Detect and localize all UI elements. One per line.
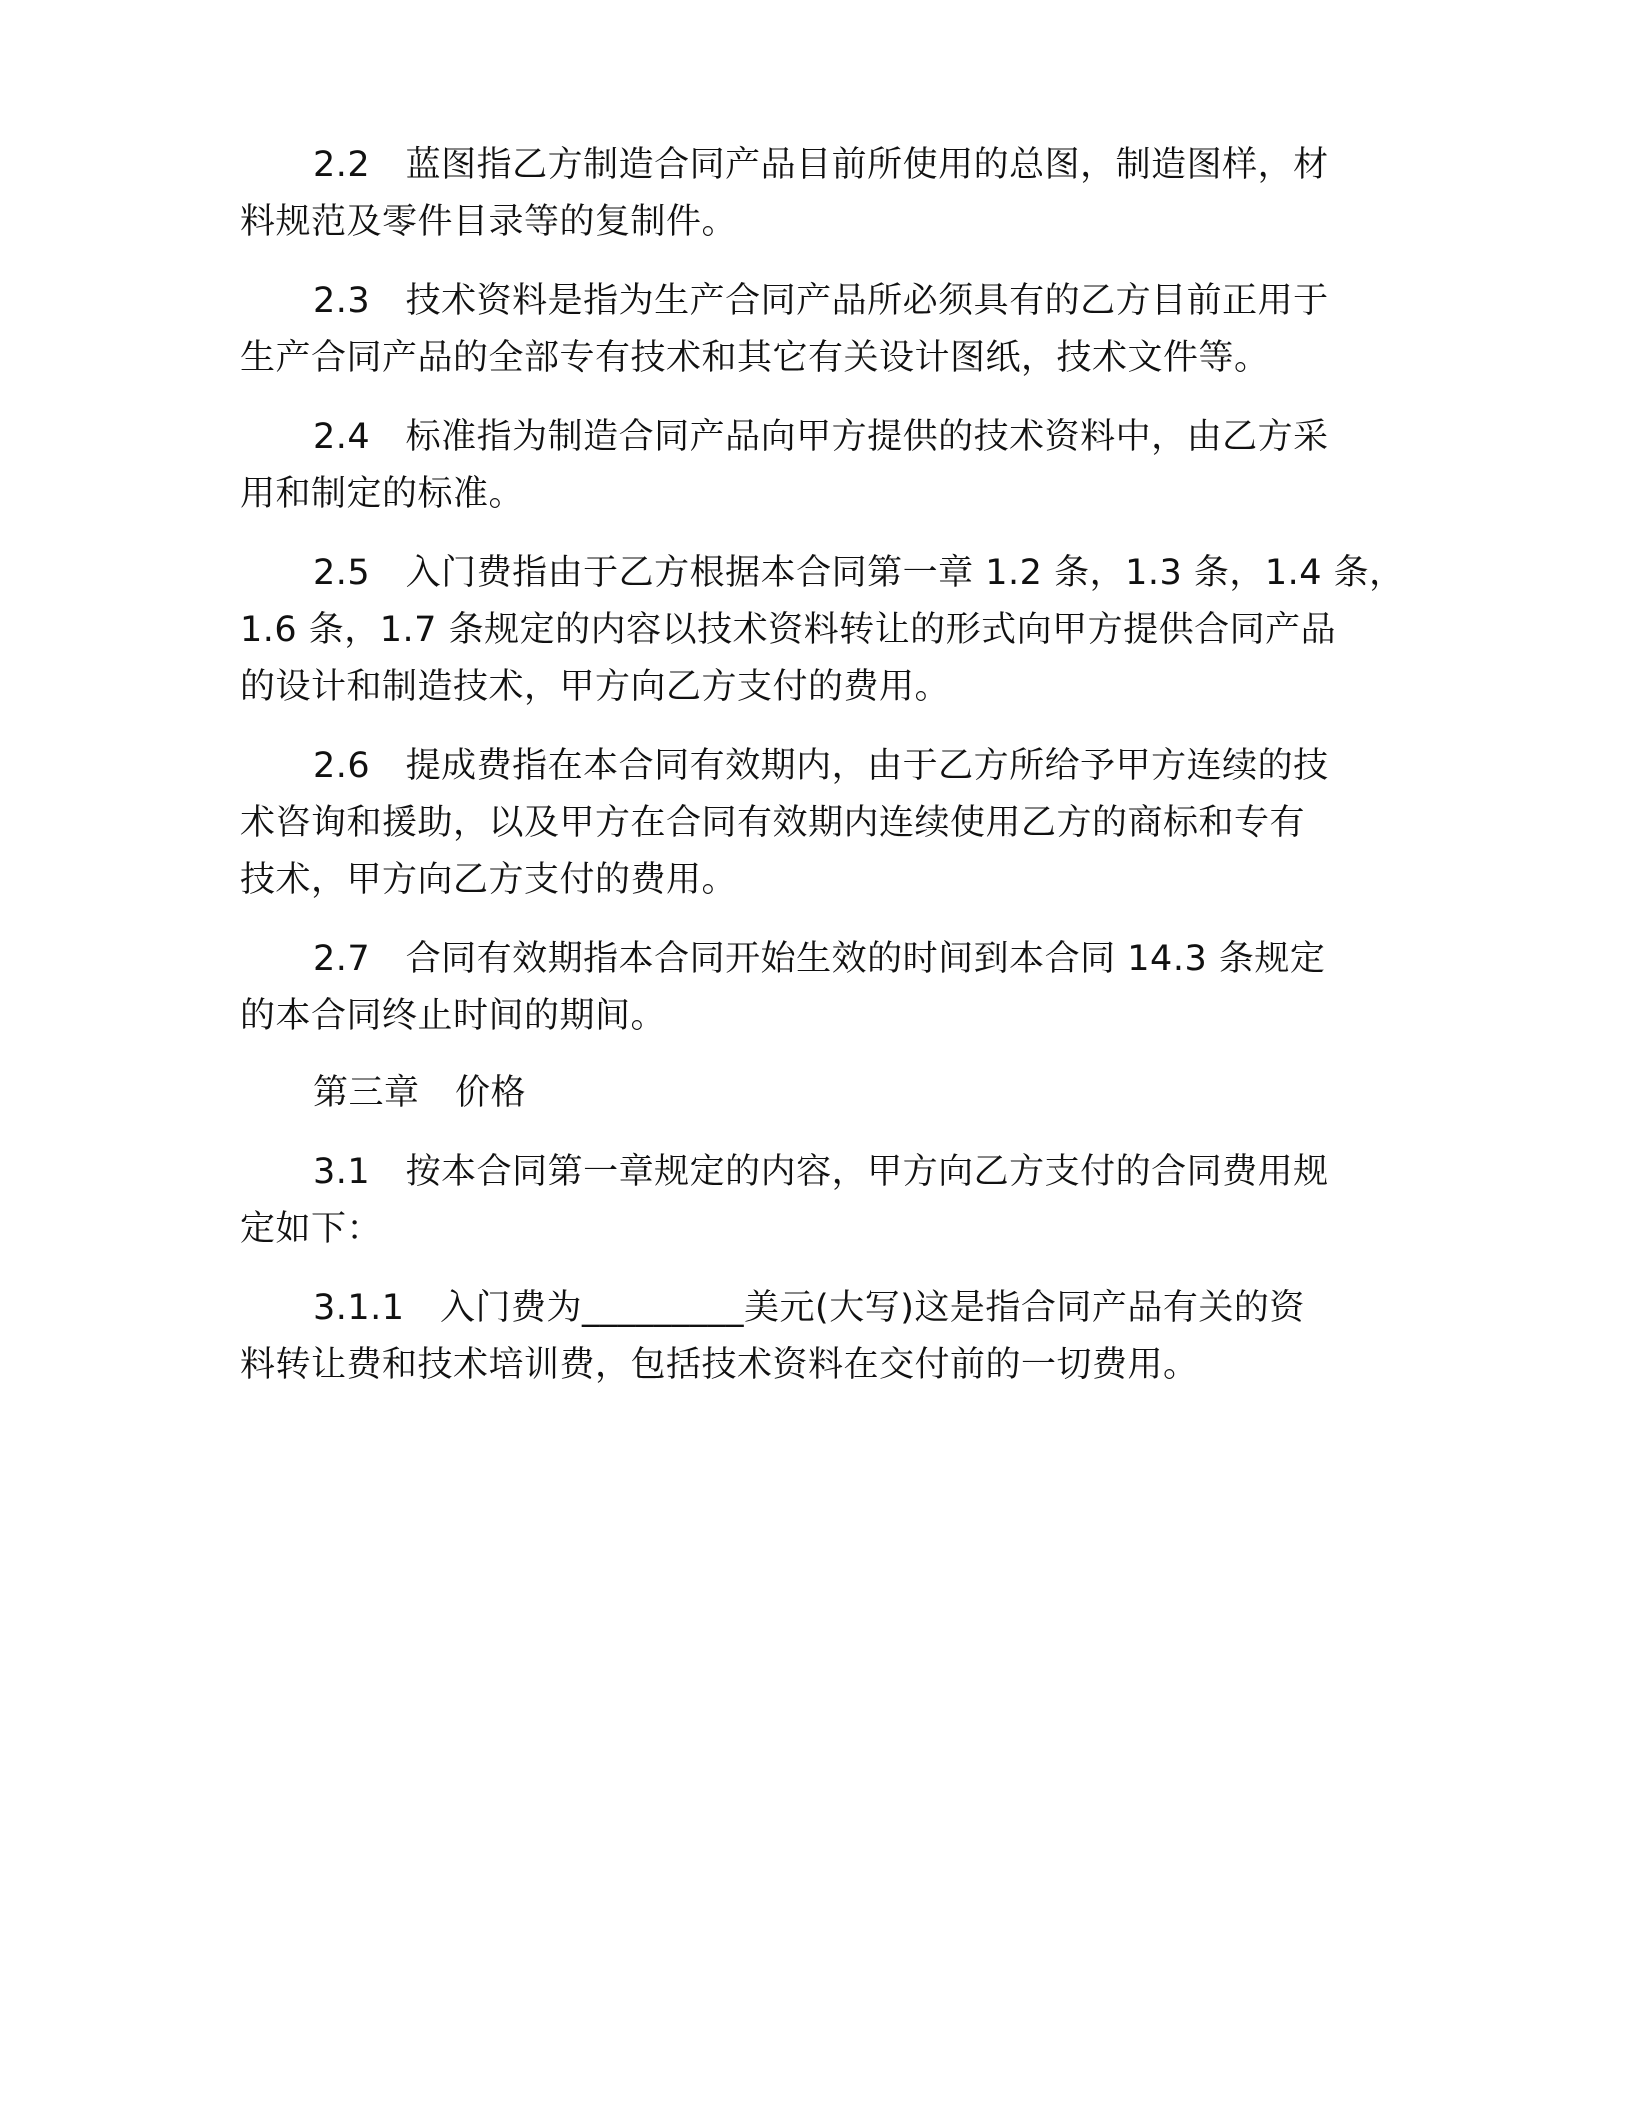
clause-2-3-line-1: 2.3 技术资料是指为生产合同产品所必须具有的乙方目前正用于 <box>313 281 1329 321</box>
clause-2-2-line-2: 料规范及零件目录等的复制件。 <box>240 202 738 242</box>
clause-2-4-line-1: 2.4 标准指为制造合同产品向甲方提供的技术资料中，由乙方采 <box>313 417 1329 457</box>
clause-2-6-line-2: 术咨询和援助，以及甲方在合同有效期内连续使用乙方的商标和专有 <box>240 803 1306 843</box>
clause-2-2-line-1: 2.2 蓝图指乙方制造合同产品目前所使用的总图，制造图样，材 <box>313 145 1329 185</box>
clause-3-1-1-line-2: 料转让费和技术培训费，包括技术资料在交付前的一切费用。 <box>240 1345 1199 1385</box>
clause-2-3-line-2: 生产合同产品的全部专有技术和其它有关设计图纸，技术文件等。 <box>240 338 1270 378</box>
clause-2-6-line-1: 2.6 提成费指在本合同有效期内，由于乙方所给予甲方连续的技 <box>313 746 1329 786</box>
clause-2-5-line-2: 1.6 条，1.7 条规定的内容以技术资料转让的形式向甲方提供合同产品 <box>240 610 1337 650</box>
clause-2-4-line-2: 用和制定的标准。 <box>240 474 525 514</box>
clause-2-5-line-1: 2.5 入门费指由于乙方根据本合同第一章 1.2 条，1.3 条，1.4 条， <box>313 553 1405 593</box>
chapter-3-heading: 第三章 价格 <box>313 1073 527 1113</box>
clause-3-1-line-1: 3.1 按本合同第一章规定的内容，甲方向乙方支付的合同费用规 <box>313 1152 1329 1192</box>
clause-2-6-line-3: 技术，甲方向乙方支付的费用。 <box>240 860 738 900</box>
clause-3-1-line-2: 定如下： <box>240 1209 383 1249</box>
clause-2-7-line-1: 2.7 合同有效期指本合同开始生效的时间到本合同 14.3 条规定 <box>313 939 1326 979</box>
clause-2-5-line-3: 的设计和制造技术，甲方向乙方支付的费用。 <box>240 667 951 707</box>
clause-2-7-line-2: 的本合同终止时间的期间。 <box>240 996 667 1036</box>
clause-3-1-1-line-1: 3.1.1 入门费为_________美元(大写)这是指合同产品有关的资 <box>313 1288 1305 1328</box>
